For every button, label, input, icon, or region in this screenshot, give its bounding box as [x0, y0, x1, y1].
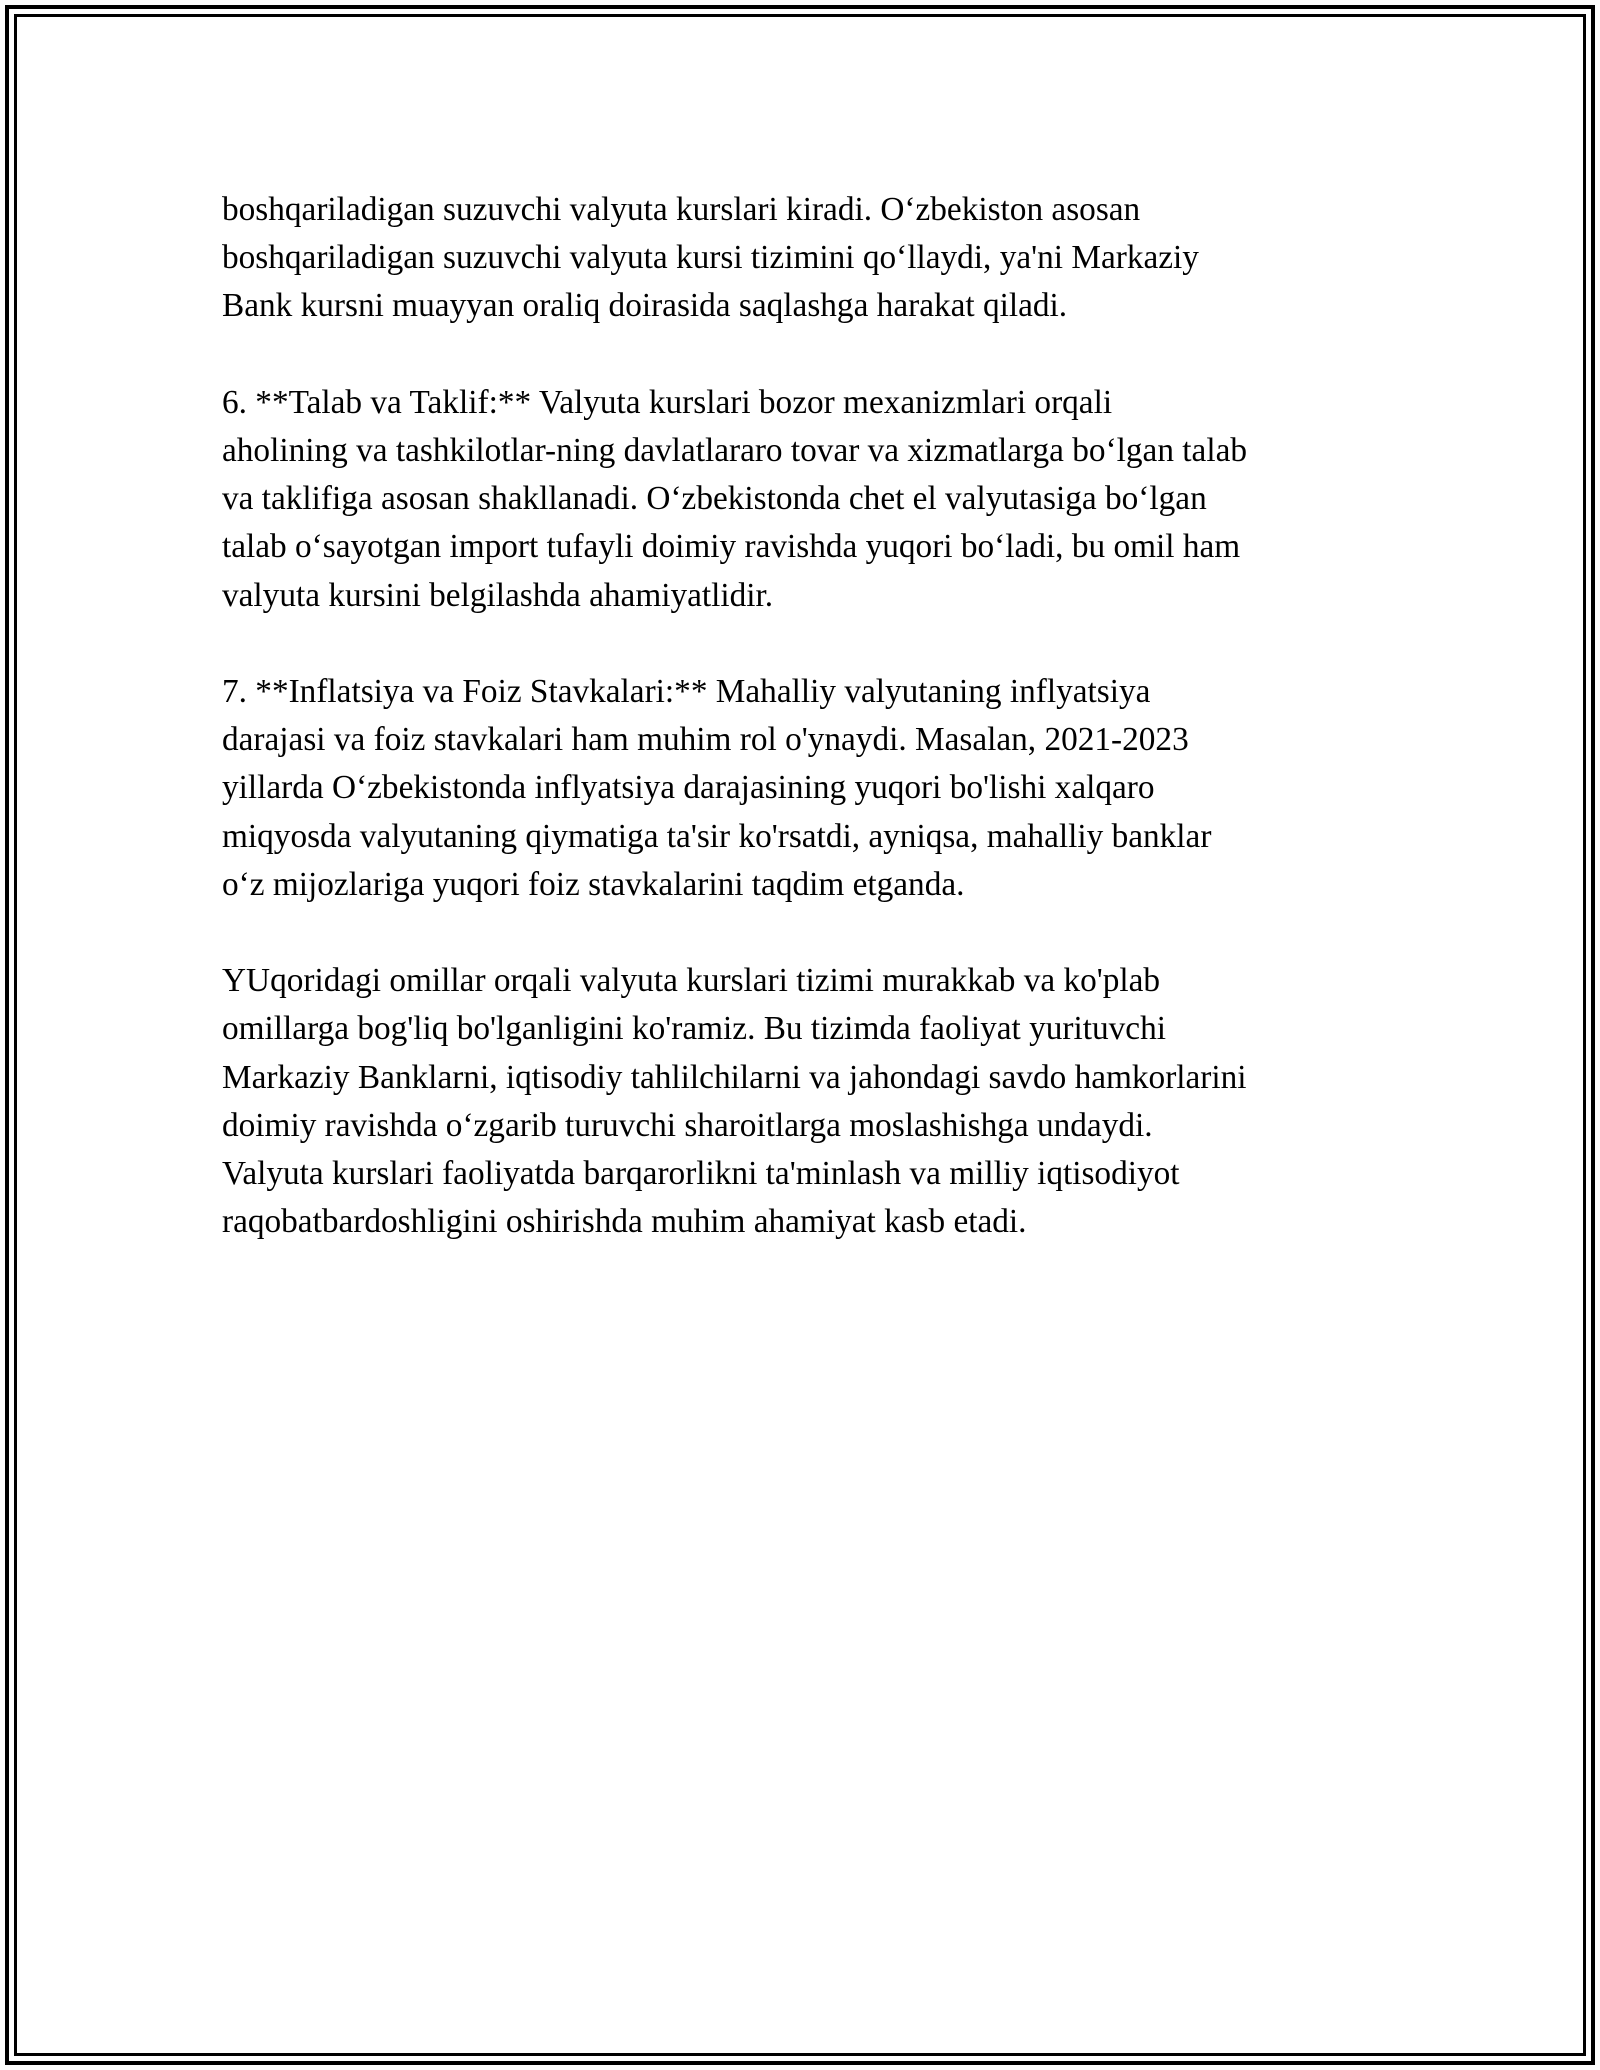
text-line: o‘z mijozlariga yuqori foiz stavkalarini taqdim etganda. [222, 865, 965, 903]
paragraph-conclusion [222, 957, 1382, 1246]
text-line: raqobatbardoshligini oshirishda muhim ahamiyat kasb etadi. [222, 1203, 1027, 1241]
text-line: miqyosda valyutaning qiymatiga ta'sir ko'rsatdi, ayniqsa, mahalliy banklar [222, 817, 1212, 855]
paragraph-exchange-regime [222, 186, 1382, 331]
document-body [222, 186, 1382, 1295]
text-line: yillarda O‘zbekistonda inflyatsiya darajasining yuqori bo'lishi xalqaro [222, 769, 1155, 807]
text-line: 6. **Talab va Taklif:** Valyuta kurslari bozor mexanizmlari orqali [222, 383, 1113, 421]
text-line: Bank kursni muayyan oraliq doirasida saqlashga harakat qiladi. [222, 287, 1068, 325]
text-line: boshqariladigan suzuvchi valyuta kurslari kiradi. O‘zbekiston asosan [222, 191, 1141, 228]
text-line: doimiy ravishda o‘zgarib turuvchi sharoitlarga moslashishga undaydi. [222, 1106, 1153, 1144]
text-line: valyuta kursini belgilashda ahamiyatlidir. [222, 576, 774, 614]
text-line: 7. **Inflatsiya va Foiz Stavkalari:** Mahalliy valyutaning inflyatsiya [222, 673, 1151, 710]
text-line: darajasi va foiz stavkalari ham muhim rol o'ynaydi. Masalan, 2021-2023 [222, 721, 1189, 759]
text-line: Valyuta kurslari faoliyatda barqarorlikni ta'minlash va milliy iqtisodiyot [222, 1155, 1180, 1193]
text-line: va taklifiga asosan shakllanadi. O‘zbekistonda chet el valyutasiga bo‘lgan [222, 480, 1207, 518]
paragraph-supply-demand [222, 379, 1382, 620]
text-line: boshqariladigan suzuvchi valyuta kursi tizimini qo‘llaydi, ya'ni Markaziy [222, 239, 1199, 277]
text-line: aholining va tashkilotlar-ning davlatlararo tovar va xizmatlarga bo‘lgan talab [222, 432, 1248, 469]
text-line: talab o‘sayotgan import tufayli doimiy ravishda yuqori bo‘ladi, bu omil ham [222, 528, 1241, 566]
paragraph-inflation-interest [222, 668, 1382, 909]
text-line: omillarga bog'liq bo'lganligini ko'ramiz. Bu tizimda faoliyat yurituvchi [222, 1010, 1166, 1048]
text-line: Markaziy Banklarni, iqtisodiy tahlilchilarni va jahondagi savdo hamkorlarini [222, 1058, 1247, 1096]
text-line: YUqoridagi omillar orqali valyuta kurslari tizimi murakkab va ko'plab [222, 962, 1161, 1000]
